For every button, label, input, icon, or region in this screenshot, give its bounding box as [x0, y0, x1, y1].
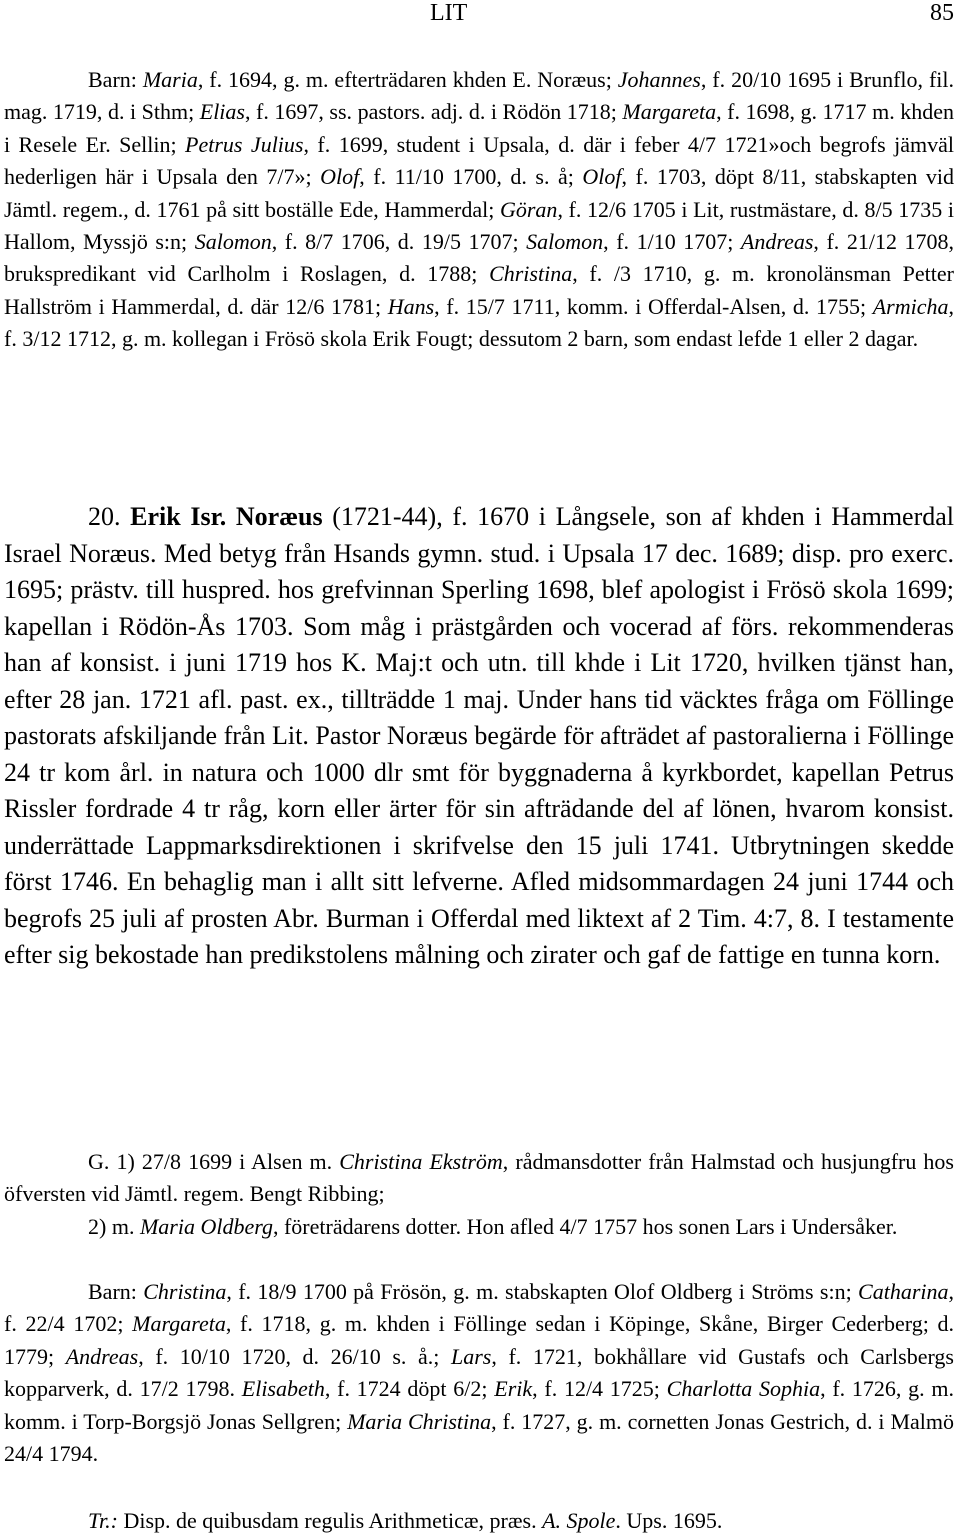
children-paragraph-entry-20: Barn: Christina, f. 18/9 1700 på Frösön, g. m. stabskapten Olof Oldberg i Ströms s:n; Catharina, f. 22/4 1702; Margareta, f. 1718, g. m. khden i Föllinge sedan i Köpinge, Skåne, Birger Cederberg; d. 1779; Andreas, f. 10/10 1720, d. 26/10 s. å.; Lars, f. 1721, bokhållare vid Gustafs och Carlsbergs kopparverk, d. 17/2 1798. Elisabeth, f. 1724 döpt 6/2; Erik, f. 12/4 1725; Charlotta Sophia, f. 1726, g. m. komm. i Torp-Borgsjö Jonas Sellgren; Maria Christina, f. 1727, g. m. cornetten Jonas Gestrich, d. i Malmö 24/4 1794. [4, 1279, 954, 1467]
child-name: Maria [142, 67, 198, 92]
entry-person-name: Erik Isr. Noræus [130, 502, 323, 531]
entry-20-paragraph [4, 499, 954, 974]
child-name: Olof [320, 164, 360, 190]
entry-biography: (1721-44), f. 1670 i Långsele, son af khden i Hammerdal Israel Noræus. Med betyg från Hsands gymn. stud. i Upsala 17 dec. 1689; disp. pro exerc. 1695; prästv. till huspred. hos grefvinnan Sperling 1698, blef apologist i Frösö skola 1699; kapellan i Rödön-Ås 1703. Som måg i prästgården och vocerad af förs. rekommenderas han af konsist. i juni 1719 hos K. Maj:t och utn. till khde i Lit 1720, hvilken tjänst han, efter 28 jan. 1721 afl. past. ex., tillträdde 1 maj. Under hans tid väcktes fråga om Föllinge pastorats afskiljande från Lit. Pastor Noræus begärde för afträdet af pastoralierna i Föllinge 24 tr kom årl. in natura och 1000 dlr smt för byggnaderna å kyrkbordet, kapellan Petrus Rissler fordrade 4 tr råg, korn eller ärter för sin afträdande del af lönen, hvarom konsist. underrättade Lappmarksdirektionen i skrifvelse den 15 juli 1741. Utbrytningen skedde först 1746. En behaglig man i allt sitt lefverne. Afled midsommardagen 24 juni 1744 och begrofs 25 juli af prosten Abr. Burman i Offerdal med liktext af 2 Tim. 4:7, 8. I testamente efter sig bekostade han predikstolens målning och zirater och gaf de fattige en tunna korn. [4, 502, 955, 969]
child-name: Christina [143, 1279, 227, 1304]
child-name: Charlotta Sophia [666, 1376, 821, 1402]
child-name: Petrus Julius [185, 131, 304, 157]
child-name: Margareta [132, 1311, 226, 1337]
child-name: Elias [199, 99, 245, 125]
spouse-name: Christina Ekström [339, 1149, 503, 1174]
running-header-title: LIT [430, 0, 468, 26]
child-name: Göran [499, 196, 558, 222]
entry-number: 20. [88, 502, 121, 531]
child-name: Catharina [858, 1279, 949, 1304]
child-name: Hans [387, 293, 435, 319]
child-name: Armicha [872, 293, 949, 319]
marriage-2-paragraph: 2) m. Maria Oldberg, företrädarens dotter. Hon afled 4/7 1757 hos sonen Lars i Undersåker. [88, 1214, 898, 1239]
child-name: Salomon [194, 229, 272, 255]
print-label: Tr.: [88, 1508, 118, 1533]
children-label: Barn: [88, 1279, 137, 1304]
child-name: Olof [582, 164, 622, 190]
page-number: 85 [930, 0, 954, 26]
child-name: Andreas [740, 229, 814, 255]
child-name: Johannes [617, 67, 701, 92]
child-name: Margareta [622, 99, 717, 125]
spouse-name: Maria Oldberg [139, 1214, 273, 1239]
child-name: Andreas [65, 1343, 139, 1369]
child-name: Christina [489, 261, 573, 287]
child-name: Maria Christina [347, 1408, 492, 1434]
child-name: Salomon [526, 229, 604, 255]
marriage-1-paragraph: G. 1) 27/8 1699 i Alsen m. Christina Ekström, rådmansdotter från Halmstad och husjungfru hos öfversten vid Jämtl. regem. Bengt Ribbing; [4, 1149, 954, 1207]
child-name: Erik [494, 1376, 533, 1402]
children-label: Barn: [88, 67, 137, 92]
print-reference-line: Tr.: Disp. de quibusdam regulis Arithmeticæ, præs. A. Spole. Ups. 1695. [88, 1508, 723, 1533]
children-paragraph-entry-19: Barn: Maria, f. 1694, g. m. efterträdaren khden E. Noræus; Johannes, f. 20/10 1695 i Brunflo, fil. mag. 1719, d. i Sthm; Elias, f. 1697, ss. pastors. adj. d. i Rödön 1718; Margareta, f. 1698, g. 1717 m. khden i Resele Er. Sellin; Petrus Julius, f. 1699, student i Upsala, d. där i feber 4/7 1721»och begrofs jämväl hederligen här i Upsala den 7/7»; Olof, f. 11/10 1700, d. s. å; Olof, f. 1703, döpt 8/11, stabskapten vid Jämtl. regem., d. 1761 på sitt boställe Ede, Hammerdal; Göran, f. 12/6 1705 i Lit, rustmästare, d. 8/5 1735 i Hallom, Myssjö s:n; Salomon, f. 8/7 1706, d. 19/5 1707; Salomon, f. 1/10 1707; Andreas, f. 21/12 1708, brukspredikant vid Carlholm i Roslagen, d. 1788; Christina, f. /3 1710, g. m. kronolänsman Petter Hallström i Hammerdal, d. där 12/6 1781; Hans, f. 15/7 1711, komm. i Offerdal-Alsen, d. 1755; Armicha, f. 3/12 1712, g. m. kollegan i Frösö skola Erik Fougt; dessutom 2 barn, som endast lefde 1 eller 2 dagar. [4, 67, 955, 352]
child-name: Lars [451, 1343, 492, 1369]
child-name: Elisabeth [241, 1376, 325, 1402]
presider-name: A. Spole [542, 1508, 616, 1533]
